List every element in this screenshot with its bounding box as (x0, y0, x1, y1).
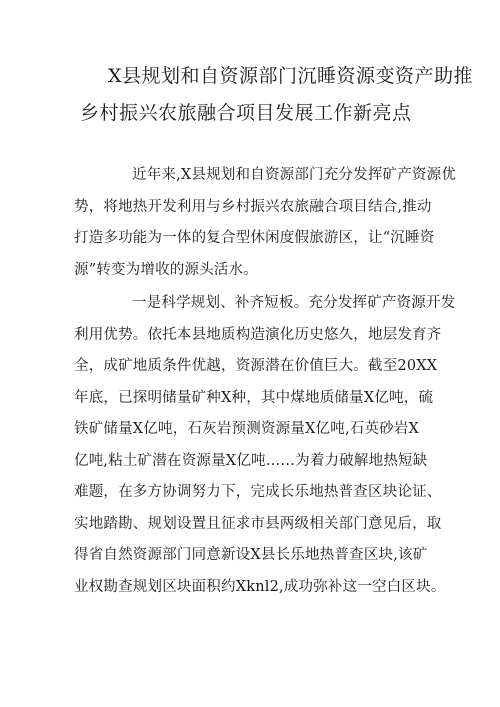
title-line-2: 乡村振兴农旅融合项目发展工作新亮点 (80, 102, 412, 124)
paragraph-line: 业权勘查规划区块面积约Xknl2,成功弥补这一空白区块。 (74, 578, 446, 595)
document-body (74, 160, 457, 603)
paragraph-line: 难题，在多方协调努力下，完成长乐地热普查区块论证、 (74, 484, 442, 500)
paragraph-line: 亿吨,粘土矿潜在资源量X亿吨……为着力破解地热短缺 (74, 452, 428, 469)
paragraph-line: 得省自然资源部门同意新设X县长乐地热普查区块,该矿 (74, 547, 428, 563)
paragraph-line: 实地踏勘、规划设置且征求市县两级相关部门意见后，取 (74, 515, 442, 532)
paragraph-2 (74, 288, 456, 603)
paragraph-line: 势，将地热开发利用与乡村振兴农旅融合项目结合,推动 (74, 198, 432, 215)
paragraph-line: 利用优势。依托本县地质构造演化历史悠久，地层发育齐 (74, 326, 442, 343)
paragraph-line: 一是科学规划、补齐短板。充分发挥矿产资源开发 (132, 295, 456, 311)
paragraph-1 (74, 160, 457, 286)
paragraph-line: 源”转变为增收的源头活水。 (74, 261, 259, 278)
paragraph-line: 近年来,X县规划和自资源部门充分发挥矿产资源优 (132, 167, 457, 183)
paragraph-line: 打造多功能为一体的复合型休闲度假旅游区，让“沉睡资 (74, 230, 435, 246)
paragraph-line: 全，成矿地质条件优越，资源潜在价值巨大。截至20XX (74, 358, 438, 374)
paragraph-line: 铁矿储量X亿吨，石灰岩预测资源量X亿吨,石英砂岩X (74, 421, 420, 437)
paragraph-line: 年底，已探明储量矿种X种，其中煤地质储量X亿吨，硫 (74, 389, 434, 406)
document-title (80, 58, 474, 132)
title-line-1: X县规划和自资源部门沉睡资源变资产助推 (108, 65, 474, 87)
